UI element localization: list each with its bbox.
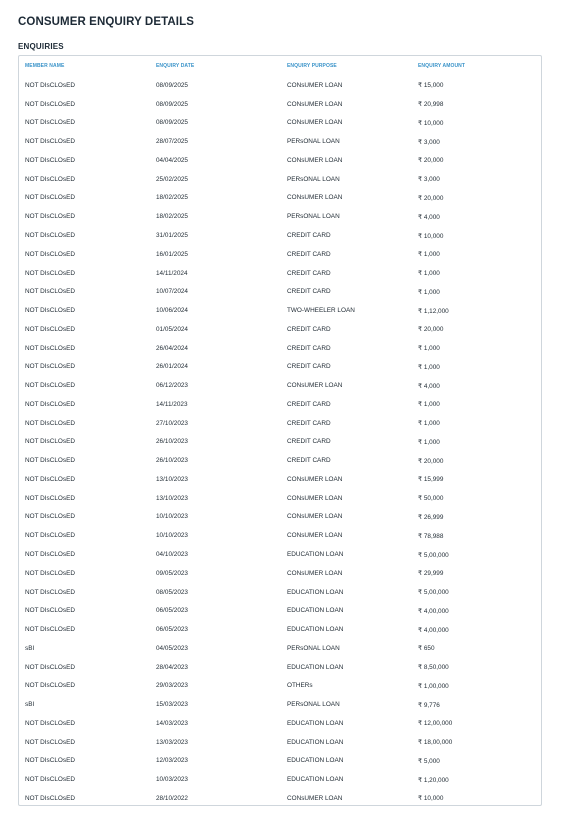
table-row xyxy=(19,601,541,620)
enquiry-purpose-cell: EDUCATION LOAN xyxy=(287,607,344,615)
enquiry-amount-cell: ₹ 78,988 xyxy=(418,532,444,540)
enquiry-date-cell: 06/05/2023 xyxy=(156,626,188,634)
enquiry-purpose-cell: CONsUMER LOAN xyxy=(287,382,343,390)
enquiry-amount-cell: ₹ 26,999 xyxy=(418,513,444,521)
enquiry-amount-cell: ₹ 9,776 xyxy=(418,701,440,709)
column-header-enquiry-amount: ENQUIRY AMOUNT xyxy=(418,63,466,69)
enquiry-purpose-cell: CONsUMER LOAN xyxy=(287,475,343,483)
member-name-cell: NOT DIsCLOsED xyxy=(25,119,75,127)
enquiry-purpose-cell: EDUCATION LOAN xyxy=(287,719,344,727)
enquiry-amount-cell: ₹ 1,00,000 xyxy=(418,682,449,690)
table-row xyxy=(19,639,541,658)
member-name-cell: NOT DIsCLOsED xyxy=(25,719,75,727)
enquiry-purpose-cell: PERsONAL LOAN xyxy=(287,701,340,709)
table-row xyxy=(19,301,541,320)
member-name-cell: NOT DIsCLOsED xyxy=(25,400,75,408)
member-name-cell: NOT DIsCLOsED xyxy=(25,757,75,765)
enquiry-date-cell: 28/10/2022 xyxy=(156,794,188,802)
enquiry-amount-cell: ₹ 15,999 xyxy=(418,476,444,484)
enquiry-purpose-cell: CREDIT CARD xyxy=(287,400,331,408)
enquiry-amount-cell: ₹ 1,000 xyxy=(418,288,440,296)
table-row xyxy=(19,114,541,133)
table-row xyxy=(19,752,541,771)
member-name-cell: NOT DIsCLOsED xyxy=(25,794,75,802)
table-row xyxy=(19,545,541,564)
enquiry-amount-cell: ₹ 20,000 xyxy=(418,326,444,334)
enquiry-purpose-cell: CONsUMER LOAN xyxy=(287,513,343,521)
enquiry-amount-cell: ₹ 5,000 xyxy=(418,757,440,765)
enquiry-amount-cell: ₹ 20,000 xyxy=(418,157,444,165)
enquiry-purpose-cell: CONsUMER LOAN xyxy=(287,569,343,577)
enquiry-amount-cell: ₹ 3,000 xyxy=(418,176,440,184)
member-name-cell: NOT DIsCLOsED xyxy=(25,250,75,258)
enquiry-purpose-cell: EDUCATION LOAN xyxy=(287,588,344,596)
enquiry-date-cell: 10/03/2023 xyxy=(156,776,188,784)
member-name-cell: NOT DIsCLOsED xyxy=(25,551,75,559)
enquiry-amount-cell: ₹ 1,12,000 xyxy=(418,307,449,315)
enquiry-amount-cell: ₹ 1,000 xyxy=(418,401,440,409)
table-row xyxy=(19,564,541,583)
enquiry-date-cell: 26/10/2023 xyxy=(156,457,188,465)
enquiry-purpose-cell: EDUCATION LOAN xyxy=(287,738,344,746)
table-row xyxy=(19,282,541,301)
member-name-cell: NOT DIsCLOsED xyxy=(25,682,75,690)
member-name-cell: NOT DIsCLOsED xyxy=(25,344,75,352)
enquiry-purpose-cell: CONsUMER LOAN xyxy=(287,100,343,108)
table-header-row xyxy=(19,56,541,76)
enquiry-purpose-cell: CREDIT CARD xyxy=(287,232,331,239)
enquiry-amount-cell: ₹ 10,000 xyxy=(418,795,444,803)
enquiry-date-cell: 28/04/2023 xyxy=(156,663,188,671)
table-row xyxy=(19,470,541,489)
enquiry-amount-cell: ₹ 10,000 xyxy=(418,119,444,127)
enquiry-amount-cell: ₹ 8,50,000 xyxy=(418,664,449,672)
enquiry-amount-cell: ₹ 20,000 xyxy=(418,194,444,202)
enquiry-date-cell: 10/06/2024 xyxy=(156,307,188,315)
table-body xyxy=(19,76,541,808)
member-name-cell: NOT DIsCLOsED xyxy=(25,213,75,221)
table-row xyxy=(19,789,541,808)
enquiry-date-cell: 01/05/2024 xyxy=(156,325,188,333)
member-name-cell: sBI xyxy=(25,644,35,652)
enquiry-purpose-cell: OTHERs xyxy=(287,682,313,690)
table-row xyxy=(19,95,541,114)
enquiry-amount-cell: ₹ 4,000 xyxy=(418,213,440,221)
enquiry-date-cell: 12/03/2023 xyxy=(156,757,188,765)
member-name-cell: NOT DIsCLOsED xyxy=(25,626,75,634)
enquiry-date-cell: 06/05/2023 xyxy=(156,607,188,615)
member-name-cell: NOT DIsCLOsED xyxy=(25,269,75,277)
enquiry-date-cell: 14/11/2024 xyxy=(156,269,188,277)
enquiry-purpose-cell: CONsUMER LOAN xyxy=(287,532,343,540)
member-name-cell: NOT DIsCLOsED xyxy=(25,776,75,784)
enquiry-purpose-cell: EDUCATION LOAN xyxy=(287,776,344,784)
table-row xyxy=(19,620,541,639)
enquiry-amount-cell: ₹ 4,00,000 xyxy=(418,607,449,615)
table-row xyxy=(19,677,541,696)
member-name-cell: NOT DIsCLOsED xyxy=(25,532,75,540)
enquiry-purpose-cell: CREDIT CARD xyxy=(287,269,331,277)
member-name-cell: NOT DIsCLOsED xyxy=(25,288,75,296)
table-row xyxy=(19,376,541,395)
member-name-cell: NOT DIsCLOsED xyxy=(25,156,75,164)
enquiry-purpose-cell: PERsONAL LOAN xyxy=(287,213,340,221)
enquiry-date-cell: 10/07/2024 xyxy=(156,288,188,296)
member-name-cell: NOT DIsCLOsED xyxy=(25,494,75,502)
table-row xyxy=(19,76,541,95)
enquiry-date-cell: 16/01/2025 xyxy=(156,250,188,258)
enquiry-amount-cell: ₹ 20,000 xyxy=(418,457,444,465)
table-row xyxy=(19,320,541,339)
column-header-enquiry-purpose: ENQUIRY PURPOSE xyxy=(287,63,337,69)
table-row xyxy=(19,433,541,452)
enquiry-purpose-cell: CONsUMER LOAN xyxy=(287,156,343,164)
table-row xyxy=(19,508,541,527)
member-name-cell: NOT DIsCLOsED xyxy=(25,738,75,746)
enquiry-purpose-cell: PERsONAL LOAN xyxy=(287,644,340,652)
enquiry-amount-cell: ₹ 3,000 xyxy=(418,138,440,146)
enquiry-purpose-cell: CREDIT CARD xyxy=(287,288,331,296)
enquiry-date-cell: 26/01/2024 xyxy=(156,363,188,371)
table-row xyxy=(19,357,541,376)
member-name-cell: NOT DIsCLOsED xyxy=(25,475,75,483)
member-name-cell: NOT DIsCLOsED xyxy=(25,513,75,521)
enquiry-purpose-cell: EDUCATION LOAN xyxy=(287,626,344,634)
enquiry-amount-cell: ₹ 1,000 xyxy=(418,345,440,353)
enquiry-purpose-cell: PERsONAL LOAN xyxy=(287,175,340,183)
table-row xyxy=(19,526,541,545)
table-row xyxy=(19,414,541,433)
enquiry-amount-cell: ₹ 5,00,000 xyxy=(418,589,449,597)
member-name-cell: NOT DIsCLOsED xyxy=(25,569,75,577)
enquiry-date-cell: 26/10/2023 xyxy=(156,438,188,446)
enquiry-date-cell: 25/02/2025 xyxy=(156,175,188,183)
member-name-cell: NOT DIsCLOsED xyxy=(25,138,75,146)
enquiry-amount-cell: ₹ 10,000 xyxy=(418,232,444,240)
enquiry-amount-cell: ₹ 1,000 xyxy=(418,270,440,278)
enquiry-purpose-cell: CREDIT CARD xyxy=(287,363,331,371)
table-row xyxy=(19,695,541,714)
member-name-cell: NOT DIsCLOsED xyxy=(25,81,75,89)
column-header-member-name: MEMBER NAME xyxy=(25,63,65,69)
enquiry-amount-cell: ₹ 12,00,000 xyxy=(418,720,453,728)
table-row xyxy=(19,451,541,470)
enquiry-date-cell: 10/10/2023 xyxy=(156,513,188,521)
enquiry-purpose-cell: EDUCATION LOAN xyxy=(287,663,344,671)
enquiry-date-cell: 26/04/2024 xyxy=(156,344,188,352)
enquiry-date-cell: 13/03/2023 xyxy=(156,738,188,746)
enquiry-purpose-cell: CREDIT CARD xyxy=(287,250,331,258)
enquiry-amount-cell: ₹ 18,00,000 xyxy=(418,739,453,747)
enquiry-amount-cell: ₹ 5,00,000 xyxy=(418,551,449,559)
enquiry-amount-cell: ₹ 50,000 xyxy=(418,495,444,503)
table-row xyxy=(19,583,541,602)
table-row xyxy=(19,245,541,264)
enquiry-amount-cell: ₹ 650 xyxy=(418,645,435,653)
enquiry-purpose-cell: EDUCATION LOAN xyxy=(287,551,344,559)
enquiry-date-cell: 04/05/2023 xyxy=(156,644,188,652)
enquiry-date-cell: 06/12/2023 xyxy=(156,382,188,390)
table-row xyxy=(19,339,541,358)
enquiry-date-cell: 14/03/2023 xyxy=(156,719,188,727)
enquiry-purpose-cell: CREDIT CARD xyxy=(287,325,331,333)
member-name-cell: NOT DIsCLOsED xyxy=(25,382,75,390)
member-name-cell: sBI xyxy=(25,701,35,709)
member-name-cell: NOT DIsCLOsED xyxy=(25,607,75,615)
member-name-cell: NOT DIsCLOsED xyxy=(25,232,75,239)
enquiry-date-cell: 04/04/2025 xyxy=(156,156,188,164)
enquiry-date-cell: 27/10/2023 xyxy=(156,419,188,427)
table-row xyxy=(19,264,541,283)
member-name-cell: NOT DIsCLOsED xyxy=(25,663,75,671)
enquiry-purpose-cell: CREDIT CARD xyxy=(287,344,331,352)
enquiry-purpose-cell: CREDIT CARD xyxy=(287,438,331,446)
table-row xyxy=(19,770,541,789)
member-name-cell: NOT DIsCLOsED xyxy=(25,194,75,202)
enquiry-date-cell: 18/02/2025 xyxy=(156,213,188,221)
member-name-cell: NOT DIsCLOsED xyxy=(25,175,75,183)
enquiry-purpose-cell: PERsONAL LOAN xyxy=(287,138,340,146)
table-row xyxy=(19,714,541,733)
enquiry-date-cell: 13/10/2023 xyxy=(156,494,188,502)
enquiries-table-container xyxy=(18,55,542,806)
enquiry-date-cell: 04/10/2023 xyxy=(156,551,188,559)
enquiry-amount-cell: ₹ 20,998 xyxy=(418,101,444,109)
enquiry-amount-cell: ₹ 1,000 xyxy=(418,363,440,371)
enquiry-date-cell: 08/09/2025 xyxy=(156,119,188,127)
table-row xyxy=(19,207,541,226)
table-row xyxy=(19,170,541,189)
member-name-cell: NOT DIsCLOsED xyxy=(25,100,75,108)
enquiry-date-cell: 08/09/2025 xyxy=(156,100,188,108)
enquiry-date-cell: 18/02/2025 xyxy=(156,194,188,202)
enquiry-amount-cell: ₹ 4,000 xyxy=(418,382,440,390)
enquiry-date-cell: 14/11/2023 xyxy=(156,400,188,408)
table-row xyxy=(19,489,541,508)
enquiry-purpose-cell: CONsUMER LOAN xyxy=(287,194,343,202)
enquiries-table xyxy=(19,56,541,808)
member-name-cell: NOT DIsCLOsED xyxy=(25,438,75,446)
enquiry-amount-cell: ₹ 29,999 xyxy=(418,570,444,578)
table-row xyxy=(19,151,541,170)
page-title: CONSUMER ENQUIRY DETAILS xyxy=(18,16,194,28)
member-name-cell: NOT DIsCLOsED xyxy=(25,325,75,333)
enquiry-amount-cell: ₹ 1,000 xyxy=(418,251,440,259)
enquiry-purpose-cell: CREDIT CARD xyxy=(287,457,331,465)
enquiry-purpose-cell: TWO-WHEELER LOAN xyxy=(287,307,355,315)
table-row xyxy=(19,658,541,677)
member-name-cell: NOT DIsCLOsED xyxy=(25,419,75,427)
table-header xyxy=(19,56,541,76)
enquiry-purpose-cell: CONsUMER LOAN xyxy=(287,81,343,89)
table-row xyxy=(19,733,541,752)
enquiry-date-cell: 29/03/2023 xyxy=(156,682,188,690)
member-name-cell: NOT DIsCLOsED xyxy=(25,588,75,596)
enquiry-date-cell: 08/05/2023 xyxy=(156,588,188,596)
table-row xyxy=(19,226,541,245)
column-header-enquiry-date: ENQUIRY DATE xyxy=(156,63,195,69)
enquiry-date-cell: 15/03/2023 xyxy=(156,701,188,709)
enquiry-date-cell: 13/10/2023 xyxy=(156,475,188,483)
table-row xyxy=(19,132,541,151)
member-name-cell: NOT DIsCLOsED xyxy=(25,363,75,371)
enquiry-purpose-cell: CONsUMER LOAN xyxy=(287,794,343,802)
enquiry-amount-cell: ₹ 1,20,000 xyxy=(418,776,449,784)
enquiry-date-cell: 31/01/2025 xyxy=(156,232,188,239)
table-row xyxy=(19,395,541,414)
enquiry-purpose-cell: CONsUMER LOAN xyxy=(287,119,343,127)
enquiry-purpose-cell: EDUCATION LOAN xyxy=(287,757,344,765)
enquiry-purpose-cell: CREDIT CARD xyxy=(287,419,331,427)
enquiry-date-cell: 09/05/2023 xyxy=(156,569,188,577)
table-row xyxy=(19,189,541,208)
enquiry-purpose-cell: CONsUMER LOAN xyxy=(287,494,343,502)
section-title-enquiries: ENQUIRIES xyxy=(18,42,64,51)
enquiry-amount-cell: ₹ 1,000 xyxy=(418,438,440,446)
member-name-cell: NOT DIsCLOsED xyxy=(25,307,75,315)
member-name-cell: NOT DIsCLOsED xyxy=(25,457,75,465)
enquiry-amount-cell: ₹ 15,000 xyxy=(418,82,444,90)
enquiry-date-cell: 08/09/2025 xyxy=(156,81,188,89)
enquiry-amount-cell: ₹ 4,00,000 xyxy=(418,626,449,634)
enquiry-date-cell: 10/10/2023 xyxy=(156,532,188,540)
enquiry-amount-cell: ₹ 1,000 xyxy=(418,420,440,428)
enquiry-date-cell: 28/07/2025 xyxy=(156,138,188,146)
